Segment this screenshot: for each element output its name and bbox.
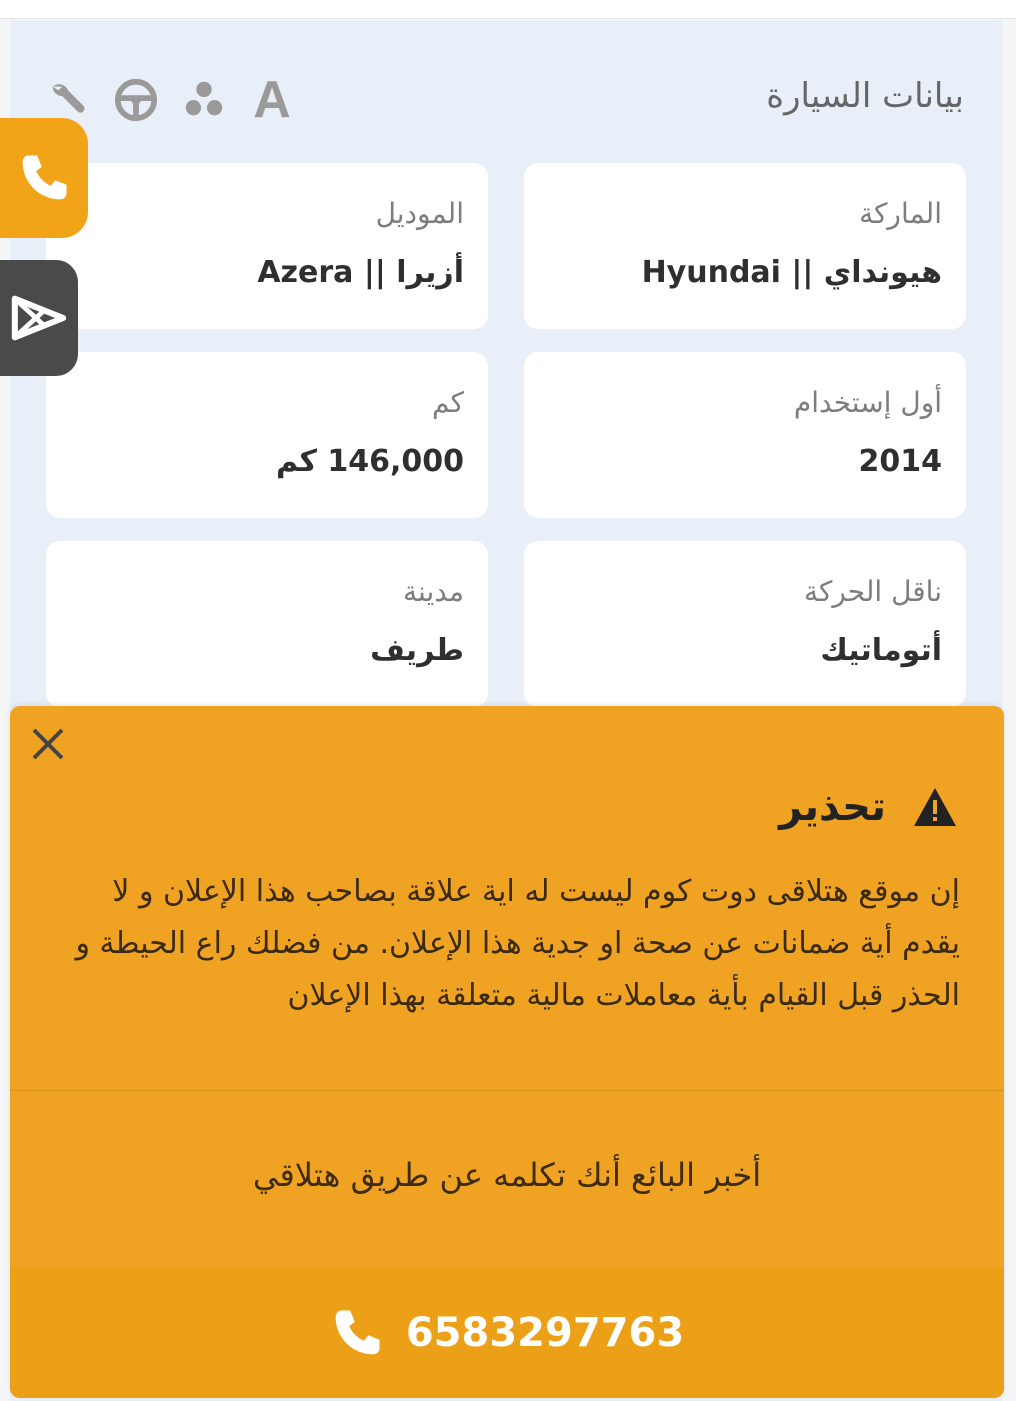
km-value: 146,000 كم [275, 444, 464, 479]
phone-icon [17, 151, 71, 205]
transmission-label: ناقل الحركة [804, 575, 942, 608]
play-share-icon [10, 289, 68, 347]
wrench-icon [44, 76, 92, 124]
auto-letter-icon: A [253, 71, 291, 129]
floating-share-button[interactable] [0, 260, 78, 376]
close-icon[interactable] [28, 724, 68, 764]
warning-triangle-icon [912, 786, 958, 828]
warning-divider [10, 1090, 1004, 1091]
card-brand [524, 163, 966, 329]
card-city [46, 541, 488, 707]
steering-wheel-icon [112, 76, 160, 124]
brand-value: هيونداي || Hyundai [641, 255, 942, 290]
tell-seller-text: أخبر البائع أنك تكلمه عن طريق هتلاقي [252, 1156, 762, 1194]
card-transmission [524, 541, 966, 707]
card-km [46, 352, 488, 518]
card-first-use [524, 352, 966, 518]
seller-phone-number: 6583297763 [405, 1310, 685, 1356]
feature-icons-row [44, 72, 296, 128]
city-label: مدينة [403, 575, 464, 608]
model-label: الموديل [375, 197, 464, 230]
card-model [46, 163, 488, 329]
brand-label: الماركة [859, 197, 942, 230]
phone-icon [330, 1306, 384, 1360]
km-label: كم [432, 386, 464, 419]
transmission-value: أتوماتيك [820, 633, 942, 668]
call-seller-button[interactable] [10, 1268, 1004, 1398]
fan-icon [180, 76, 228, 124]
warning-title: تحذير [779, 784, 886, 830]
warning-sheet [10, 706, 1004, 1398]
warning-body: إن موقع هتلاقى دوت كوم ليست له اية علاقة بصاحب هذا الإعلان و لا يقدم أية ضمانات عن صحة او جدية هذا الإعلان. من فضلك راع الحيطة و الحذر قبل القيام بأية معاملات مالية متعلقة بهذا الإعلان [75, 874, 960, 1013]
city-value: طريف [370, 633, 464, 668]
warning-header [779, 784, 958, 830]
first-use-value: 2014 [858, 444, 942, 479]
section-title: بيانات السيارة [766, 76, 964, 116]
floating-call-button[interactable] [0, 118, 88, 238]
model-value: أزيرا || Azera [257, 255, 464, 290]
top-bar [0, 0, 1016, 19]
first-use-label: أول إستخدام [793, 386, 942, 419]
